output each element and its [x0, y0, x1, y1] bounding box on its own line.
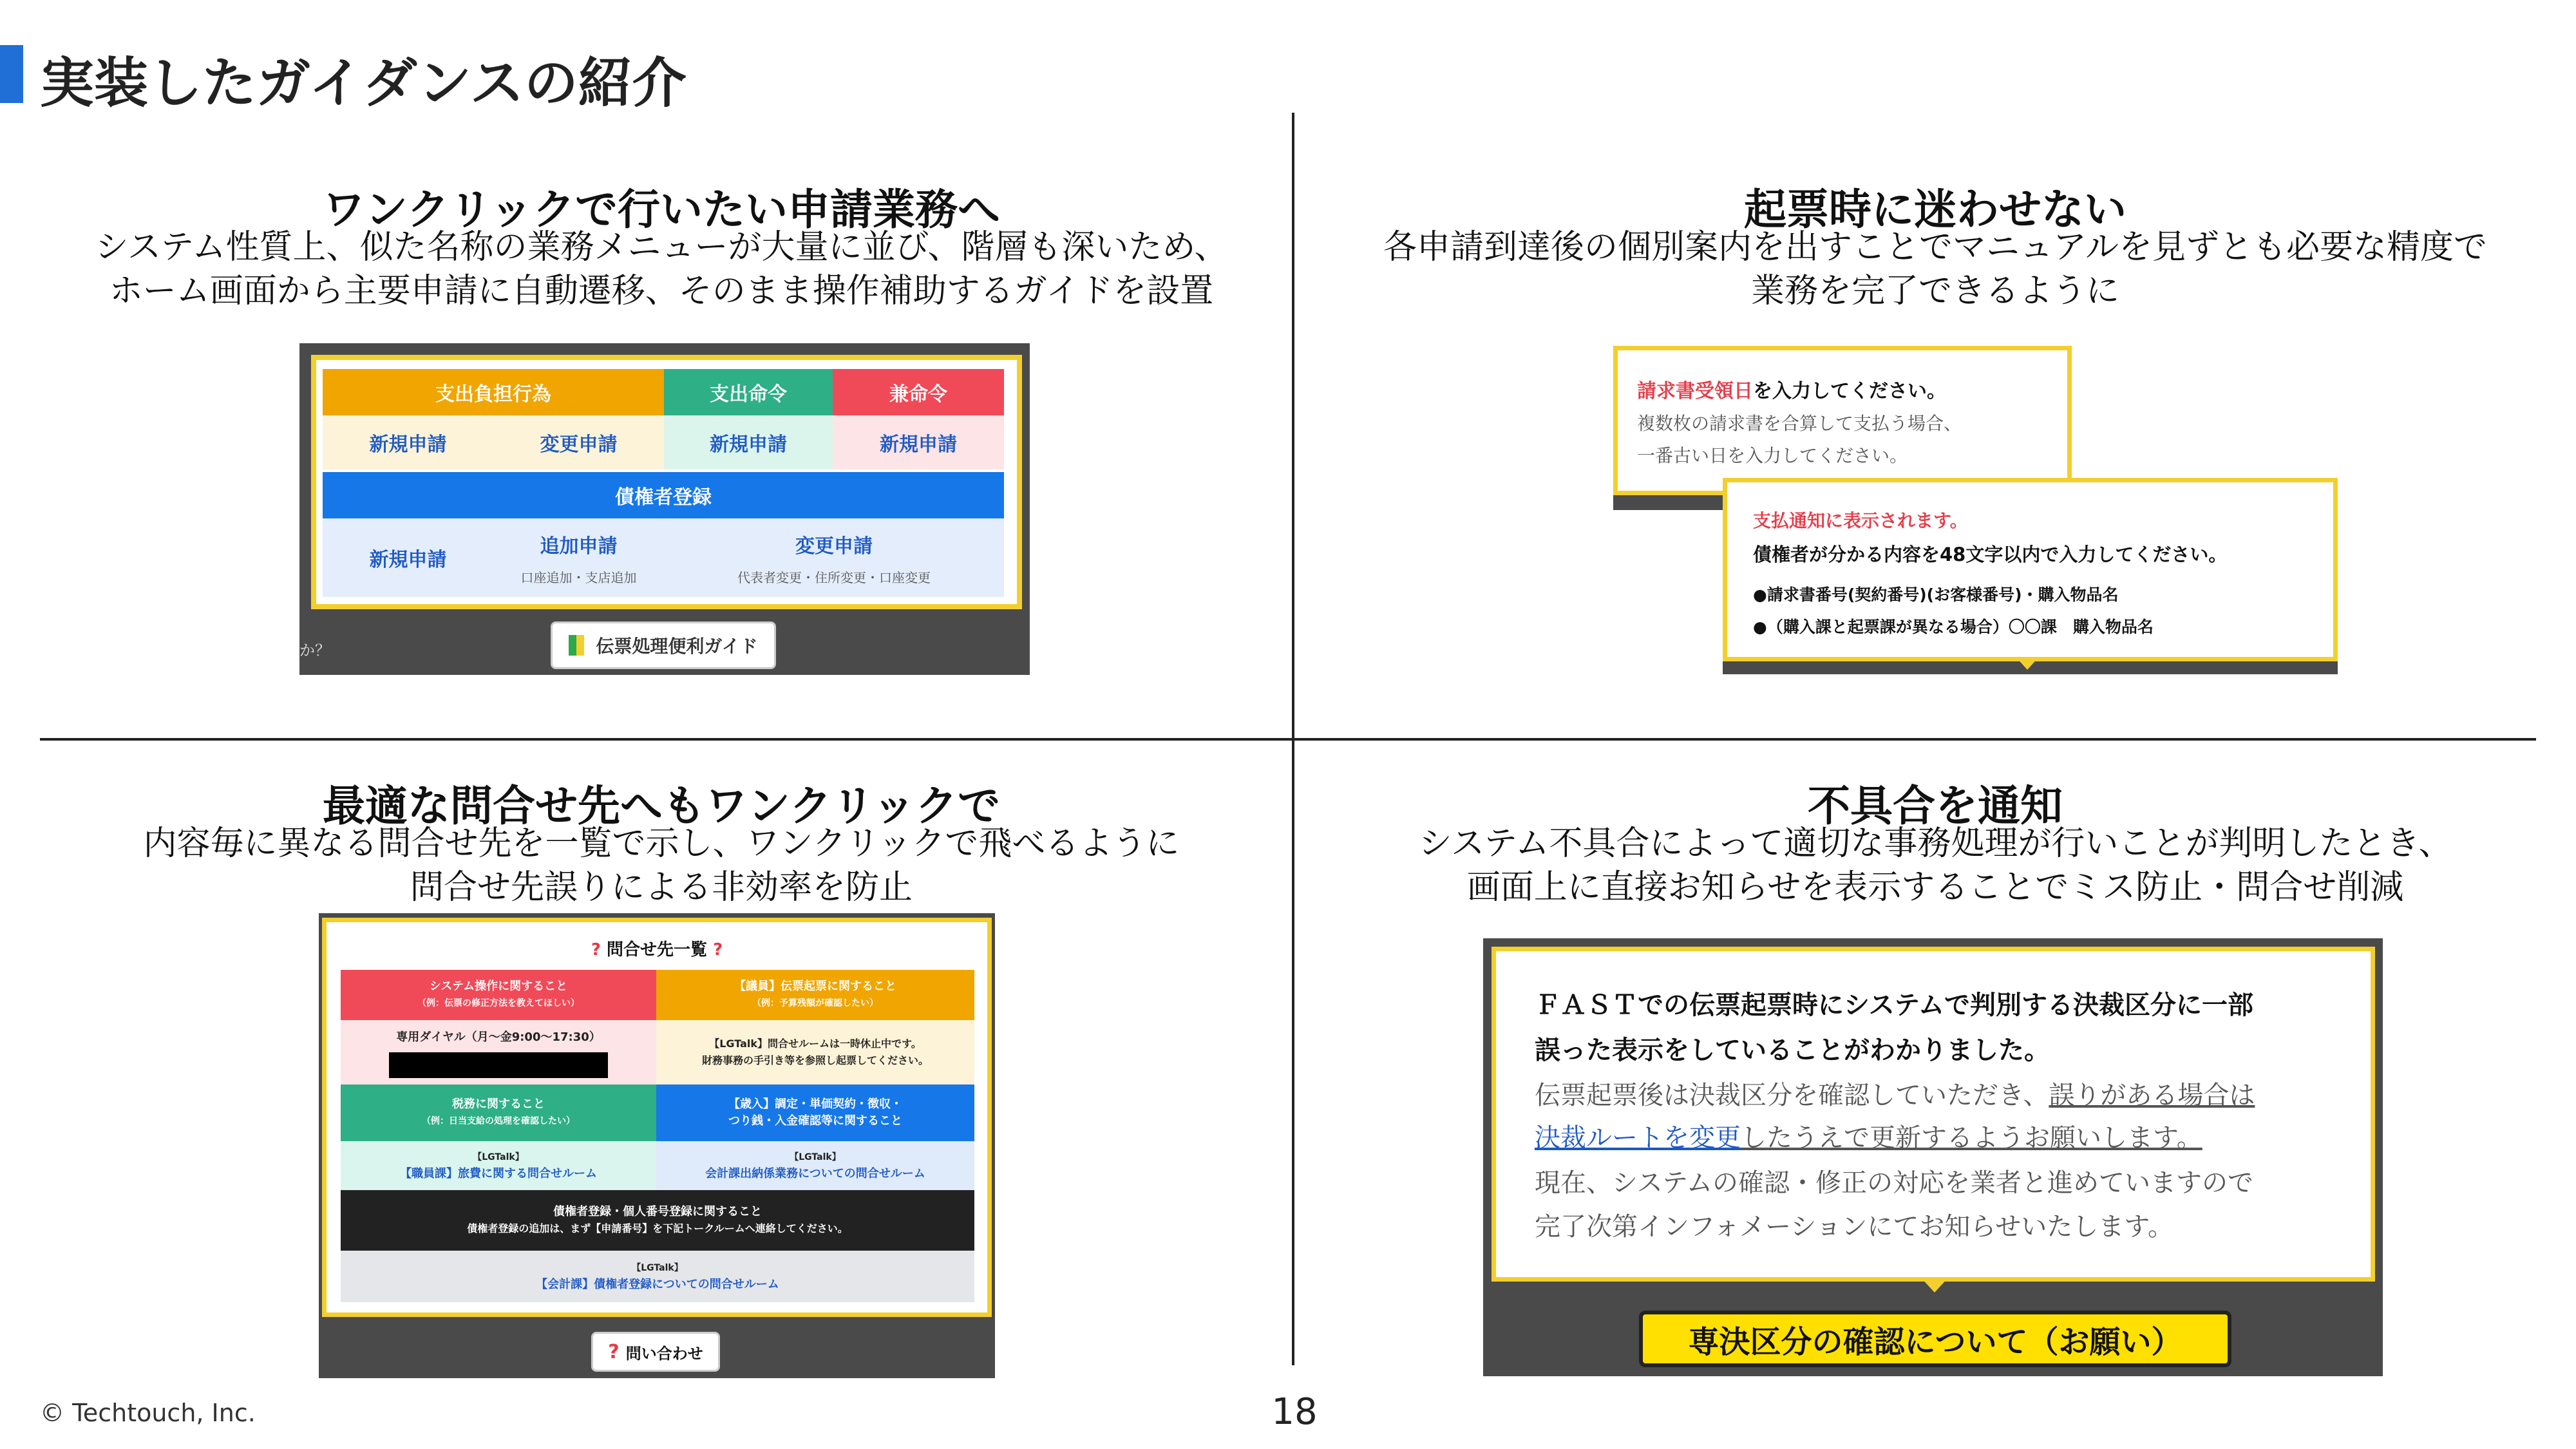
contact-label: 【LGTalk】問合せルームは一時休止中です。	[709, 1037, 922, 1050]
notice-link[interactable]: 決裁ルートを変更	[1535, 1123, 1741, 1153]
contact-label: 【歳入】調定・単価契約・徴収・	[728, 1097, 902, 1111]
contact-sub: （例：予算残額が確認したい）	[752, 998, 878, 1009]
contact-label: 税務に関すること	[452, 1097, 545, 1111]
contact-creditor[interactable]	[341, 1190, 974, 1251]
guide-button[interactable]	[551, 621, 776, 669]
q2-body-line1: 各申請到達後の個別案内を出すことでマニュアルを見ずとも必要な精度で	[1383, 228, 2487, 267]
title-accent-bar	[0, 45, 23, 103]
question-icon: ?	[608, 1340, 620, 1363]
contact-revenue[interactable]	[656, 1084, 974, 1141]
tip2-line2: 債権者が分かる内容を48文字以内で入力してください。	[1753, 544, 2228, 565]
contact-label: 債権者登録・個人番号登録に関すること	[553, 1205, 762, 1218]
contact-tax[interactable]	[341, 1084, 656, 1141]
copyright: © Techtouch, Inc.	[40, 1399, 256, 1427]
q1-heading: ワンクリックで行いたい申請業務へ	[322, 185, 1001, 234]
tip2-line4: ●（購入課と起票課が異なる場合）〇〇課 購入物品名	[1753, 618, 2154, 636]
notice-line5: 現在、システムの確認・修正の対応を業者と進めていますので	[1535, 1168, 2253, 1198]
question-icon: ?	[591, 940, 601, 960]
notice-line1: ＦＡＳＴでの伝票起票時にシステムで判別する決裁区分に一部	[1535, 990, 2253, 1020]
tip1-line3: 一番古い日を入力してください。	[1637, 445, 1908, 466]
q1-body-line1: システム性質上、似た名称の業務メニューが大量に並び、階層も深いため、	[95, 228, 1228, 267]
menu-link-new-2[interactable]: 新規申請	[664, 415, 833, 469]
contact-list-title-text: 問合せ先一覧	[606, 940, 707, 960]
notice-line3-emph: 誤りがある場合は	[2049, 1081, 2255, 1110]
notice-line3-text: 伝票起票後は決裁区分を確認していただき、	[1535, 1081, 2049, 1110]
contact-sub: （例：伝票の修正方法を教えてほしい）	[417, 998, 580, 1009]
q4-heading: 不具合を通知	[1808, 781, 2063, 831]
tip1-line1	[1637, 375, 1946, 403]
notice-line4-text: したうえで更新するようお願いします。	[1741, 1123, 2202, 1153]
notice-pointer	[1920, 1277, 1949, 1293]
contact-travel-room[interactable]	[341, 1141, 656, 1190]
inquiry-button-label: 問い合わせ	[625, 1344, 703, 1363]
page-number: 18	[1271, 1391, 1318, 1433]
notice-line2: 誤った表示をしていることがわかりました。	[1535, 1036, 2050, 1065]
q3-contact-card	[322, 918, 992, 1317]
q3-body-line1: 内容毎に異なる問合せ先を一覧で示し、ワンクリックで飛べるように	[143, 824, 1180, 863]
contact-sub: 債権者登録の追加は、まず【申請番号】を下記トークルームへ連絡してください。	[467, 1222, 848, 1235]
tip1	[1613, 346, 2072, 495]
q4-body-line2: 画面上に直接お知らせを表示することでミス防止・問合せ削減	[1466, 868, 2404, 907]
menu-sub-change: 代表者変更・住所変更・口座変更	[737, 569, 931, 585]
q4-notice-card	[1492, 947, 2375, 1282]
contact-dial	[341, 1020, 656, 1084]
contact-label: 【LGTalk】	[790, 1152, 841, 1162]
menu-link-creditor-change-label: 変更申請	[795, 535, 873, 558]
menu-link-creditor-change[interactable]	[664, 518, 1004, 597]
redacted-number	[389, 1052, 608, 1078]
tip1-red: 請求書受領日	[1637, 380, 1753, 402]
menu-link-creditor-add[interactable]	[493, 518, 664, 597]
tip2-pointer	[2016, 657, 2039, 670]
menu-link-new-3[interactable]: 新規申請	[833, 415, 1004, 469]
notice-line3	[1535, 1075, 2255, 1112]
q1-stray-text: か？	[299, 641, 330, 659]
contact-label: 【LGTalk】	[473, 1152, 524, 1162]
contact-system-ops[interactable]	[341, 970, 656, 1020]
contact-sub: 会計課出納係業務についての問合せルーム	[705, 1167, 925, 1180]
notice-line6: 完了次第インフォメーションにてお知らせいたします。	[1535, 1212, 2174, 1242]
guide-button-label: 伝票処理便利ガイド	[596, 636, 758, 657]
menu-header-ken-meirei: 兼命令	[833, 369, 1004, 415]
contact-creditor-room[interactable]	[341, 1251, 974, 1302]
q1-body-line2: ホーム画面から主要申請に自動遷移、そのまま操作補助するガイドを設置	[109, 272, 1214, 310]
menu-sub-add: 口座追加・支店追加	[520, 569, 637, 585]
tip2-line1: 支払通知に表示されます。	[1753, 510, 1968, 531]
menu-link-new-1[interactable]: 新規申請	[323, 415, 493, 469]
approval-check-button[interactable]: 専決区分の確認について（お願い）	[1639, 1311, 2231, 1367]
contact-voucher[interactable]	[656, 970, 974, 1020]
q4-body-line1: システム不具合によって適切な事務処理が行いことが判明したとき、	[1418, 824, 2452, 863]
q1-menu-card	[311, 355, 1022, 609]
menu-header-shishutsu-futan: 支出負担行為	[323, 369, 664, 415]
menu-link-creditor-add-label: 追加申請	[540, 535, 618, 558]
tip1-line2: 複数枚の請求書を合算して支払う場合、	[1637, 413, 1962, 434]
contact-sub: 【会計課】債権者登録についての問合せルーム	[536, 1278, 779, 1291]
menu-link-creditor-new[interactable]: 新規申請	[323, 518, 493, 597]
notice-line4	[1535, 1117, 2202, 1154]
contact-label: 【議員】伝票起票に関すること	[734, 980, 896, 993]
contact-sub: 【職員課】旅費に関する問合せルーム	[400, 1167, 597, 1180]
menu-link-change-1[interactable]: 変更申請	[493, 415, 664, 469]
inquiry-button[interactable]	[591, 1332, 720, 1372]
tip1-rest: を入力してください。	[1753, 380, 1946, 402]
guide-leaf-icon	[569, 635, 584, 656]
contact-treasury-room[interactable]	[656, 1141, 974, 1190]
menu-header-creditor: 債権者登録	[323, 472, 1004, 518]
tip2	[1723, 478, 2338, 661]
contact-label: システム操作に関すること	[429, 980, 568, 993]
q2-heading: 起票時に迷わせない	[1744, 185, 2126, 234]
horizontal-divider	[40, 738, 2536, 741]
q3-body-line2: 問合せ先誤りによる非効率を防止	[410, 868, 913, 907]
contact-label: 専用ダイヤル（月〜金9:00〜17:30）	[396, 1030, 601, 1044]
q3-heading: 最適な問合せ先へもワンクリックで	[322, 781, 1001, 831]
contact-label: 【LGTalk】	[632, 1263, 683, 1273]
contact-lgtalk-paused	[656, 1020, 974, 1084]
tip2-line3: ●請求書番号(契約番号)(お客様番号)・購入物品名	[1753, 585, 2119, 604]
contact-sub: つり銭・入金確認等に関すること	[728, 1114, 902, 1128]
contact-list-title	[327, 936, 987, 960]
menu-header-shishutsu-meirei: 支出命令	[664, 369, 833, 415]
question-icon: ?	[713, 940, 723, 960]
page-title: 実装したガイダンスの紹介	[40, 52, 687, 115]
contact-sub: （例：日当支給の処理を確認したい）	[422, 1116, 575, 1126]
q2-body-line2: 業務を完了できるように	[1750, 272, 2119, 310]
contact-sub: 財務事務の手引き等を参照し起票してください。	[701, 1054, 929, 1066]
